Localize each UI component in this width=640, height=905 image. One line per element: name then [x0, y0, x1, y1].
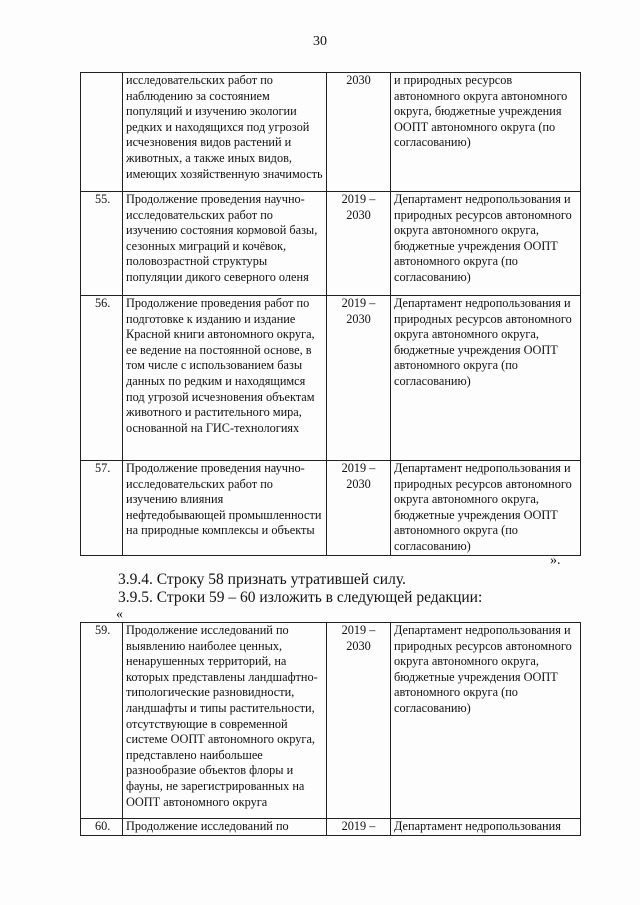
activity-cell: Продолжение проведения работ по подготовке к изданию и издание Красной книги автономного округа, ее ведение на постоянной основе, в том числе с использованием базы данных по редким и находящимся под угрозой исчезновения объектам животного и растительного мира, основанной на ГИС-технологиях	[123, 296, 327, 461]
table-row	[81, 296, 581, 461]
opening-quote: «	[116, 607, 123, 622]
table-row	[81, 461, 581, 556]
row-number: 56.	[81, 296, 123, 461]
executor-cell: и природных ресурсов автономного округа автономного округа, бюджетные учреждения ООПТ автономного округа (по согласованию)	[391, 73, 581, 192]
period-cell: 2019 – 2030	[327, 623, 391, 819]
row-number: 55.	[81, 192, 123, 296]
table-row	[81, 192, 581, 296]
executor-cell: Департамент недропользования и природных ресурсов автономного округа автономного округа, бюджетные учреждения ООПТ автономного округа (по согласованию)	[391, 461, 581, 556]
activity-cell: Продолжение проведения научно-исследовательских работ по изучению состояния кормовой базы, сезонных миграций и кочёвок, половозрастной структуры популяции дикого северного оленя	[123, 192, 327, 296]
executor-cell: Департамент недропользования и природных ресурсов автономного округа автономного округа, бюджетные учреждения ООПТ автономного округа (по согласованию)	[391, 623, 581, 819]
activities-table-new	[80, 622, 581, 836]
executor-cell: Департамент недропользования и природных ресурсов автономного округа автономного округа, бюджетные учреждения ООПТ автономного округа (по согласованию)	[391, 296, 581, 461]
table-row	[81, 623, 581, 819]
row-number: 59.	[81, 623, 123, 819]
paragraph-3-9-4: 3.9.4. Строку 58 признать утратившей силу.	[118, 571, 406, 588]
row-number: 60.	[81, 819, 123, 836]
activity-cell: Продолжение исследований по выявлению наиболее ценных, ненарушенных территорий, на которых представлены ландшафтно-типологические разновидности, ландшафты и типы растительности, отсутствующие в современной системе ООПТ автономного округа, представлено наибольшее разнообразие объектов флоры и фауны, не зарегистрированных на ООПТ автономного округа	[123, 623, 327, 819]
activity-cell: Продолжение проведения научно-исследовательских работ по изучению влияния нефтедобывающей промышленности на природные комплексы и объекты	[123, 461, 327, 556]
period-cell: 2019 – 2030	[327, 192, 391, 296]
table-row	[81, 819, 581, 836]
table-row	[81, 73, 581, 192]
page-number: 30	[313, 34, 327, 49]
period-cell: 2019 – 2030	[327, 461, 391, 556]
period-cell: 2030	[327, 73, 391, 192]
row-number: 57.	[81, 461, 123, 556]
executor-cell: Департамент недропользования и природных ресурсов автономного округа автономного округа, бюджетные учреждения ООПТ автономного округа (по согласованию)	[391, 192, 581, 296]
activity-cell: исследовательских работ по наблюдению за состоянием популяций и изучению экологии редких и находящихся под угрозой исчезновения видов растений и животных, а также иных видов, имеющих хозяйственную значимость	[123, 73, 327, 192]
activity-cell: Продолжение исследований по	[123, 819, 327, 836]
executor-cell: Департамент недропользования	[391, 819, 581, 836]
paragraph-3-9-5: 3.9.5. Строки 59 – 60 изложить в следующей редакции:	[118, 589, 483, 606]
closing-quote: ».	[550, 553, 561, 568]
period-cell: 2019 – 2030	[327, 296, 391, 461]
period-cell: 2019 –	[327, 819, 391, 836]
row-number	[81, 73, 123, 192]
activities-table-continued	[80, 72, 581, 556]
